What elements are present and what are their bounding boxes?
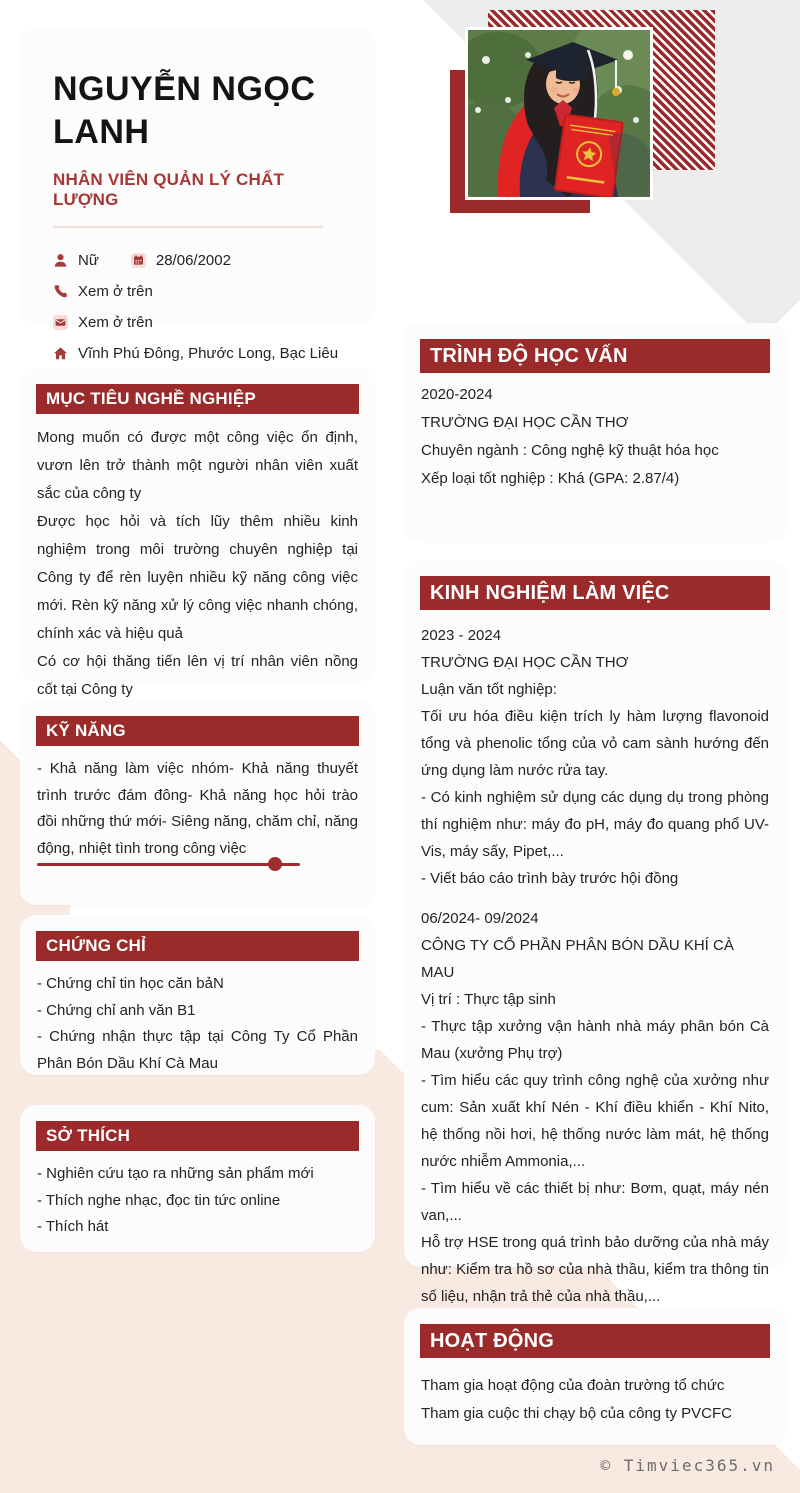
profile-name: NGUYỄN NGỌC LANH [53, 70, 316, 151]
objective-text [37, 424, 358, 704]
activities-section-title: HOẠT ĐỘNG [420, 1324, 770, 1358]
skills-section-title: KỸ NĂNG [36, 716, 359, 746]
education-grade: Xếp loại tốt nghiệp : Khá (GPA: 2.87/4) [421, 470, 680, 487]
hobbies-section-title: SỞ THÍCH [36, 1121, 359, 1151]
contact-row-gender-dob [53, 252, 342, 269]
contact-address: Vĩnh Phú Đông, Phước Long, Bạc Liêu [78, 345, 339, 362]
certificate-item: - Chứng nhận thực tập tại Công Ty Cổ Phần Phân Bón Dầu Khí Cà Mau [37, 1028, 358, 1072]
activity-item: Tham gia hoạt động của đoàn trường tổ chức [421, 1377, 725, 1394]
experience-card [404, 560, 786, 1305]
skill-level-track [37, 863, 300, 866]
job-detail: Luận văn tốt nghiệp: [421, 681, 557, 698]
job-period: 2023 - 2024 [421, 627, 502, 644]
profile-header-card [20, 28, 375, 362]
contact-gender: Nữ [78, 252, 99, 269]
job-organization: CÔNG TY CỔ PHẦN PHÂN BÓN DẦU KHÍ CÀ MAU [421, 937, 734, 981]
education-section-title: TRÌNH ĐỘ HỌC VẤN [420, 339, 770, 373]
job-detail: Hỗ trợ HSE trong quá trình bảo dưỡng của nhà máy như: Kiểm tra hồ sơ của nhà thầu, kiểm tra thông tin số liệu, nhận trả thẻ của nhà thầu,... [421, 1234, 769, 1305]
job-period: 06/2024- 09/2024 [421, 910, 539, 927]
hobbies-list [37, 1161, 358, 1241]
job-detail: - Tìm hiểu về các thiết bị như: Bơm, quạt, máy nén van,... [421, 1180, 769, 1224]
mail-icon [53, 315, 68, 330]
certificates-section-title: CHỨNG CHỈ [36, 931, 359, 961]
hobby-item: - Nghiên cứu tạo ra những sản phẩm mới [37, 1165, 314, 1182]
contact-email: Xem ở trên [78, 314, 153, 331]
contact-dob: 28/06/2002 [155, 252, 231, 269]
education-details [421, 381, 769, 493]
watermark-credit: © Timviec365.vn [600, 1456, 775, 1475]
person-icon [53, 253, 68, 268]
job-detail: Tối ưu hóa điều kiện trích ly hàm lượng flavonoid tổng và phenolic tổng của vỏ cam sành hướng đến ứng dụng làm nước rửa tay. [421, 708, 769, 779]
experience-job [421, 622, 769, 892]
objective-paragraph: Mong muốn có được một công việc ổn định, vươn lên trở thành một người nhân viên xuất sắc của công ty [37, 429, 358, 502]
certificate-item: - Chứng chỉ tin học căn bảN [37, 975, 224, 992]
job-detail: Vị trí : Thực tập sinh [421, 991, 556, 1008]
calendar-icon [131, 253, 146, 268]
education-major: Chuyên ngành : Công nghệ kỹ thuật hóa học [421, 442, 719, 459]
certificates-list [37, 971, 358, 1077]
hobby-item: - Thích nghe nhạc, đọc tin tức online [37, 1191, 281, 1209]
job-detail: - Viết báo cáo trình bày trước hội đồng [421, 870, 679, 887]
experience-content [421, 622, 769, 1310]
profile-job-title: NHÂN VIÊN QUẢN LÝ CHẤT LƯỢNG [53, 170, 285, 209]
certificates-card [20, 915, 375, 1075]
job-detail: - Có kinh nghiệm sử dụng các dụng dụ trong phòng thí nghiệm như: máy đo pH, máy đo quang phổ UV-Vis, máy sấy, Pipet,... [421, 789, 769, 860]
contact-row-phone [53, 283, 342, 300]
skill-level-slider [37, 857, 300, 871]
job-organization: TRƯỜNG ĐẠI HỌC CẦN THƠ [421, 654, 629, 671]
hobby-item: - Thích hát [37, 1218, 109, 1235]
job-detail: - Tìm hiểu các quy trình công nghệ của xưởng như cum: Sản xuất khí Nén - Khí điều khiển - Khí Nito, hệ thống nồi hơi, hệ thống nước làm mát, hệ thống nước nhiễm Ammonia,... [421, 1072, 769, 1170]
education-period: 2020-2024 [421, 386, 493, 403]
activities-card [404, 1308, 786, 1445]
objective-section-title: MỤC TIÊU NGHỀ NGHIỆP [36, 384, 359, 414]
phone-icon [53, 284, 68, 299]
divider [53, 226, 323, 228]
objective-card [20, 368, 375, 698]
objective-paragraph: Có cơ hội thăng tiến lên vị trí nhân viên nồng cốt tại Công ty [37, 653, 358, 698]
hobbies-card [20, 1105, 375, 1252]
education-school: TRƯỜNG ĐẠI HỌC CẦN THƠ [421, 414, 629, 431]
activities-list [421, 1372, 769, 1428]
contact-phone: Xem ở trên [78, 283, 153, 300]
skill-level-dot [268, 857, 282, 871]
profile-photo [465, 27, 653, 200]
contact-row-email [53, 314, 342, 331]
skills-text: - Khả năng làm việc nhóm- Khả năng thuyết trình trước đám đông- Khả năng học hỏi trào đồi những thứ mới- Siêng năng, chăm chỉ, năng động, nhiệt tình trong công việc [37, 760, 358, 857]
objective-paragraph: Được học hỏi và tích lũy thêm nhiều kinh nghiệm trong môi trường chuyên nghiệp tại Công ty để rèn luyện nhiều kỹ năng công việc mới. Rèn kỹ năng xử lý công việc nhanh chóng, chính xác và hiệu quả [37, 513, 358, 642]
home-icon [53, 346, 68, 361]
certificate-item: - Chứng chỉ anh văn B1 [37, 1001, 196, 1019]
education-card [404, 323, 786, 540]
experience-job [421, 905, 769, 1310]
contact-list [53, 252, 342, 362]
skills-card [20, 700, 375, 905]
activity-item: Tham gia cuộc thi chạy bộ của công ty PVCFC [421, 1405, 732, 1422]
job-detail: - Thực tập xưởng vận hành nhà máy phân bón Cà Mau (xưởng Phụ trợ) [421, 1018, 769, 1062]
contact-row-address [53, 345, 342, 362]
experience-section-title: KINH NGHIỆM LÀM VIỆC [420, 576, 770, 610]
